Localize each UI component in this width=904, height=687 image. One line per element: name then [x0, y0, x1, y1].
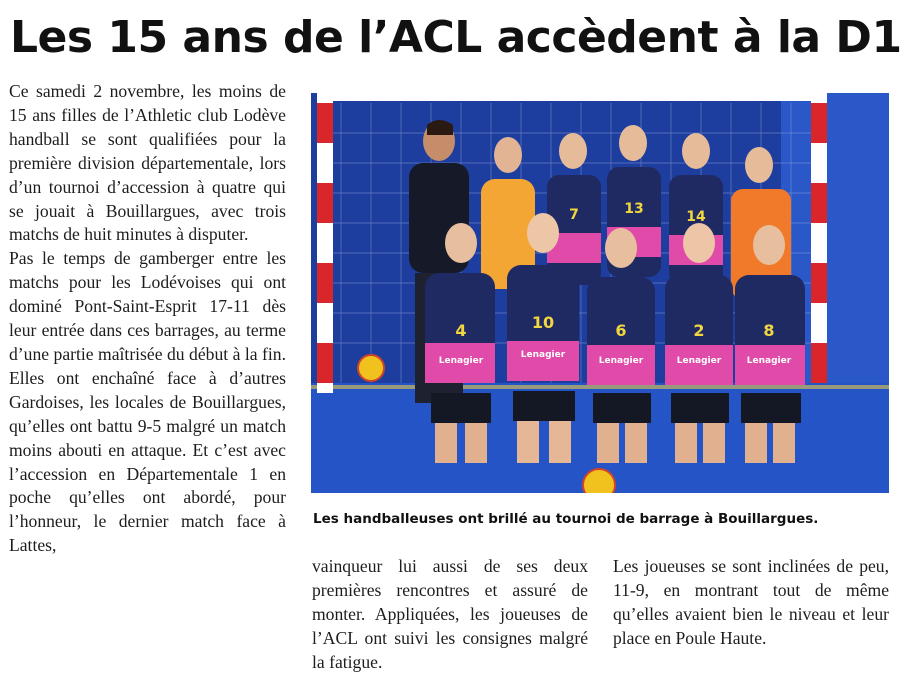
jersey-number-13: 13 — [624, 201, 644, 217]
sponsor-logo-4: Lenagier — [438, 356, 484, 366]
article-column-3 — [613, 555, 889, 651]
jersey-number-10: 10 — [531, 313, 555, 332]
paragraph-3: vainqueur lui aussi de ses deux premières rencontres et assuré de monter. Appliquées, les joueuses de l’ACL ont suivi les consignes malgré la fatigue. — [312, 556, 588, 672]
jersey-number-2: 2 — [693, 321, 705, 340]
article-column-1 — [9, 80, 286, 558]
jersey-number-7: 7 — [569, 207, 579, 223]
jersey-number-6: 6 — [615, 321, 627, 340]
paragraph-2: Pas le temps de gamberger entre les matchs pour les Lodévoises qui ont dominé Pont-Saint-Esprit 17-11 dès leur entrée dans ces barrages, au terme d’une partie maîtrisée du début à la fin. Elles ont enchaîné face à d’autres Gardoises, les locales de Bouillargues, qu’elles ont battu 9-5 malgré un match moins abouti en attaque. Et c’est avec l’accession en Départementale 1 en poche qu’elles ont abordé, pour l’honneur, le dernier match face à Lattes, — [9, 248, 286, 556]
sponsor-logo-10: Lenagier — [520, 350, 566, 360]
team-photo — [311, 93, 889, 493]
sponsor-logo-6: Lenagier — [598, 356, 644, 366]
article-headline: Les 15 ans de l’ACL accèdent à la D1 — [10, 12, 902, 63]
paragraph-1: Ce samedi 2 novembre, les moins de 15 ans filles de l’Athletic club Lodève handball se sont qualifiées pour la première division départementale, lors d’un tournoi d’accession à quatre qui se jouait à Bouillargues, avec trois matchs de huit minutes à disputer. — [9, 81, 286, 245]
sponsor-logo-2: Lenagier — [676, 356, 722, 366]
photo-caption: Les handballeuses ont brillé au tournoi de barrage à Bouillargues. — [313, 511, 819, 527]
jersey-number-4: 4 — [455, 321, 467, 340]
article-column-2 — [312, 555, 588, 675]
jersey-number-14: 14 — [686, 209, 706, 225]
paragraph-4: Les joueuses se sont inclinées de peu, 11-9, en montrant tout de même qu’elles avaient bien le niveau et leur place en Poule Haute. — [613, 556, 889, 648]
team-photo-illustration — [311, 93, 889, 493]
sponsor-logo-8: Lenagier — [746, 356, 792, 366]
jersey-number-8: 8 — [763, 321, 775, 340]
